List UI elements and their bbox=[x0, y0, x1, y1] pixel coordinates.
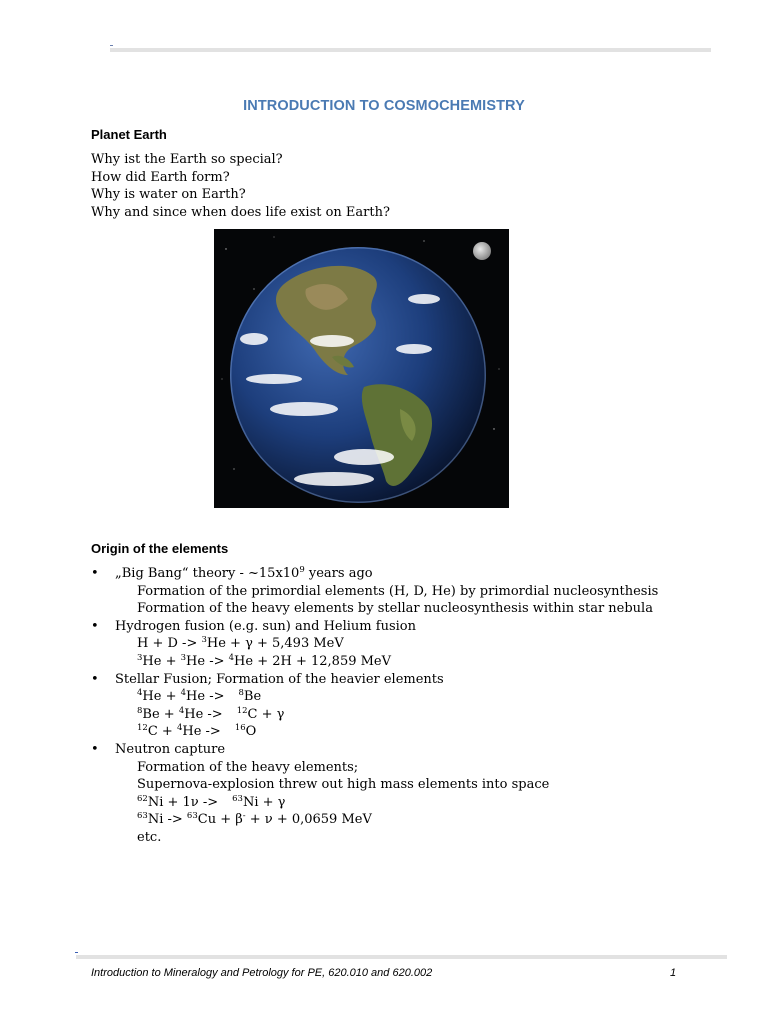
page-title: INTRODUCTION TO COSMOCHEMISTRY bbox=[243, 98, 525, 114]
reaction-equation: $^8$Be + $^4$He -> $^{12}$C + γ bbox=[137, 705, 285, 722]
header-mark bbox=[110, 45, 113, 46]
reaction-equation: $^3$He + $^3$He -> $^4$He + 2H + 12,859 MeV bbox=[137, 652, 392, 669]
header-rule bbox=[110, 48, 711, 52]
earth-illustration bbox=[214, 229, 509, 508]
list-item-stellar-fusion: • Stellar Fusion; Formation of the heavier elements bbox=[91, 671, 444, 687]
reaction-equation: $^{12}$C + $^4$He -> $^{16}$O bbox=[137, 723, 257, 740]
bullet: • bbox=[91, 671, 99, 687]
footer-rule bbox=[76, 955, 727, 959]
bullet: • bbox=[91, 566, 99, 581]
origin-list bbox=[91, 565, 658, 847]
question-item: Why is water on Earth? bbox=[91, 187, 246, 202]
earth-photo bbox=[214, 229, 509, 508]
text-line: Supernova-explosion threw out high mass elements into space bbox=[137, 777, 550, 793]
text-line: etc. bbox=[137, 829, 162, 845]
text-line: Formation of the heavy elements; bbox=[137, 759, 359, 775]
reaction-equation: $^{62}$Ni + 1ν -> $^{63}$Ni + γ bbox=[137, 793, 286, 810]
reaction-equation: H + D -> $^3$He + γ + 5,493 MeV bbox=[137, 635, 344, 652]
page-number: 1 bbox=[670, 967, 677, 979]
moon-icon bbox=[473, 242, 491, 260]
question-item: Why and since when does life exist on Earth? bbox=[91, 204, 390, 220]
text-line: Formation of the primordial elements (H, D, He) by primordial nucleosynthesis bbox=[137, 583, 659, 599]
list-item-hydrogen-fusion: • Hydrogen fusion (e.g. sun) and Helium fusion bbox=[91, 618, 416, 634]
footer-text: Introduction to Mineralogy and Petrology for PE, 620.010 and 620.002 bbox=[91, 967, 433, 979]
list-item-big-bang: • „Big Bang“ theory - $\sim 15x10^9$ years ago bbox=[91, 565, 373, 581]
bullet: • bbox=[91, 618, 99, 634]
section-heading-origin: Origin of the elements bbox=[91, 541, 229, 556]
reaction-equation: $^4$He + $^4$He -> $^8$Be bbox=[137, 688, 262, 705]
footer-mark bbox=[75, 952, 78, 953]
section-heading-planet-earth: Planet Earth bbox=[91, 127, 167, 142]
question-item: How did Earth form? bbox=[91, 169, 230, 185]
reaction-equation: $^{63}$Ni -> $^{63}$Cu + β- + ν + 0,0659 MeV bbox=[137, 811, 372, 828]
text-line: Formation of the heavy elements by stellar nucleosynthesis within star nebula bbox=[137, 601, 653, 617]
list-item-neutron-capture: • Neutron capture bbox=[91, 741, 226, 757]
bullet: • bbox=[91, 741, 99, 757]
question-item: Why ist the Earth so special? bbox=[91, 152, 283, 167]
question-list bbox=[91, 151, 390, 221]
